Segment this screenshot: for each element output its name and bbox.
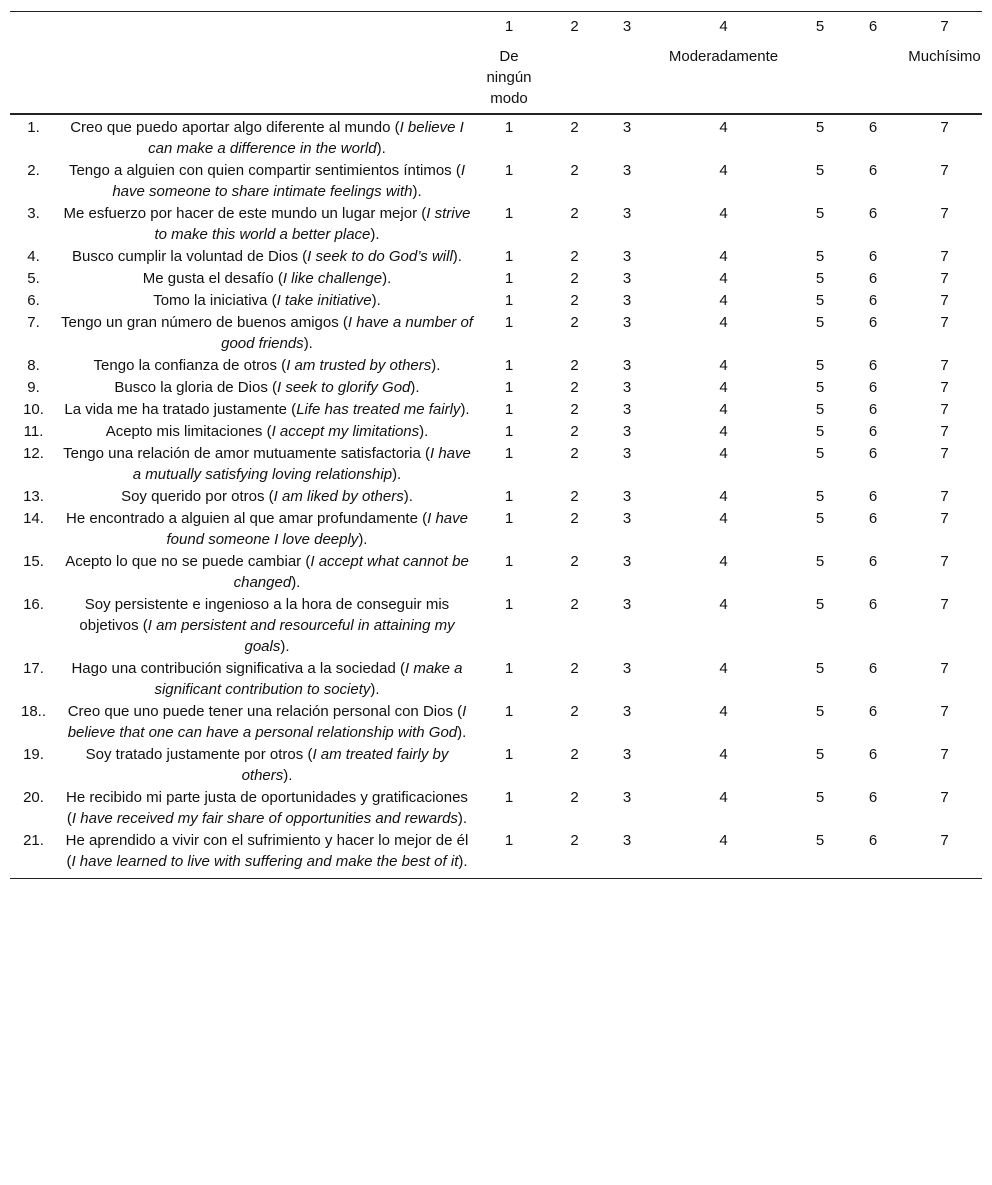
scale-option[interactable]: 5: [815, 445, 825, 462]
scale-option[interactable]: 7: [940, 357, 949, 374]
table-row: [10, 421, 982, 443]
item-text-es: Tengo la confianza de otros: [93, 357, 278, 374]
scale-option[interactable]: 2: [570, 401, 579, 418]
scale-option[interactable]: 6: [868, 248, 878, 265]
item-text-en: I have received my fair share of opportunities and rewards: [71, 810, 458, 827]
table-row: [10, 744, 982, 787]
scale-option[interactable]: 3: [622, 292, 632, 309]
item-text: Tengo una relación de amor mutuamente satisfactoria (I have a mutually satisfying loving relationship).: [63, 445, 471, 483]
item-number: 19.: [23, 746, 44, 763]
scale-option[interactable]: 7: [940, 270, 949, 287]
anchor-mid-label: Moderadamente: [668, 48, 779, 65]
scale-option[interactable]: 4: [719, 789, 728, 806]
table-row: [10, 268, 982, 290]
scale-option[interactable]: 4: [719, 248, 728, 265]
scale-option[interactable]: 4: [719, 270, 728, 287]
item-text-es: Hago una contribución significativa a la sociedad: [71, 660, 396, 677]
table-row: [10, 399, 982, 421]
item-text: Soy querido por otros (I am liked by others).: [121, 488, 413, 505]
scale-option[interactable]: 7: [940, 119, 949, 136]
scale-option[interactable]: 4: [719, 445, 728, 462]
scale-option[interactable]: 2: [570, 746, 579, 763]
scale-option[interactable]: 1: [504, 510, 514, 527]
scale-option[interactable]: 3: [622, 789, 632, 806]
item-text-en: I have someone to share intimate feelings with: [112, 162, 466, 200]
item-text-en: I have a mutually satisfying loving relationship: [132, 445, 471, 483]
scale-option[interactable]: 1: [504, 445, 514, 462]
scale-option[interactable]: 1: [504, 423, 514, 440]
scale-option[interactable]: 6: [868, 270, 878, 287]
scale-option[interactable]: 4: [719, 553, 728, 570]
scale-option[interactable]: 7: [940, 248, 949, 265]
item-number: 16.: [23, 596, 44, 613]
scale-option[interactable]: 5: [815, 401, 825, 418]
scale-option[interactable]: 3: [622, 596, 632, 613]
item-text-es: He recibido mi parte justa de oportunidades y gratificaciones: [66, 789, 468, 806]
scale-option[interactable]: 6: [868, 401, 878, 418]
scale-option[interactable]: 3: [622, 703, 632, 720]
scale-option[interactable]: 7: [940, 205, 949, 222]
item-text-es: Creo que uno puede tener una relación personal con Dios: [67, 703, 453, 720]
table-row: [10, 160, 982, 203]
item-text: Tengo a alguien con quien compartir sentimientos íntimos (I have someone to share intimate feelings with).: [68, 162, 466, 200]
item-text-en: I have a number of good friends: [221, 314, 473, 352]
table-row: [10, 290, 982, 312]
item-number: 8.: [27, 357, 40, 374]
scale-option[interactable]: 6: [868, 357, 878, 374]
scale-option[interactable]: 4: [719, 292, 728, 309]
item-text: He recibido mi parte justa de oportunidades y gratificaciones (I have received my fair share of opportunities and rewards).: [66, 789, 468, 827]
scale-option[interactable]: 5: [815, 703, 825, 720]
item-text: La vida me ha tratado justamente (Life has treated me fairly).: [64, 401, 470, 418]
scale-option[interactable]: 3: [622, 510, 632, 527]
item-text: Tomo la iniciativa (I take initiative).: [153, 292, 381, 309]
anchor-low-label: De ningún modo: [486, 48, 532, 107]
item-text-es: He encontrado a alguien al que amar profundamente: [66, 510, 418, 527]
scale-option[interactable]: 6: [868, 379, 878, 396]
scale-option[interactable]: 7: [940, 553, 949, 570]
scale-option[interactable]: 2: [570, 379, 579, 396]
scale-option[interactable]: 4: [719, 703, 728, 720]
scale-number: 1: [504, 18, 514, 35]
item-text-en: I like challenge: [282, 270, 383, 287]
item-text-en: I am treated fairly by others: [241, 746, 449, 784]
scale-number: 6: [868, 18, 878, 35]
item-number: 9.: [27, 379, 40, 396]
item-text-es: Acepto mis limitaciones: [105, 423, 263, 440]
item-number: 18..: [20, 703, 47, 720]
scale-option[interactable]: 5: [815, 205, 825, 222]
scale-option[interactable]: 4: [719, 357, 728, 374]
scale-option[interactable]: 2: [570, 703, 579, 720]
item-text: Acepto mis limitaciones (I accept my limitations).: [105, 423, 429, 440]
item-text-en: I am persistent and resourceful in attaining my goals: [147, 617, 455, 655]
scale-option[interactable]: 4: [719, 423, 728, 440]
item-text-es: Tomo la iniciativa: [153, 292, 268, 309]
scale-option[interactable]: 7: [940, 423, 949, 440]
scale-option[interactable]: 2: [570, 270, 579, 287]
item-number: 13.: [23, 488, 44, 505]
item-number: 3.: [27, 205, 40, 222]
scale-option[interactable]: 6: [868, 832, 878, 849]
scale-option[interactable]: 1: [504, 746, 514, 763]
scale-option[interactable]: 3: [622, 401, 632, 418]
scale-option[interactable]: 4: [719, 510, 728, 527]
item-text: Creo que uno puede tener una relación personal con Dios (I believe that one can have a personal relationship with God).: [67, 703, 467, 741]
scale-option[interactable]: 4: [719, 746, 728, 763]
scale-option[interactable]: 5: [815, 488, 825, 505]
scale-option[interactable]: 6: [868, 488, 878, 505]
scale-option[interactable]: 2: [570, 248, 579, 265]
item-text: Tengo un gran número de buenos amigos (I have a number of good friends).: [61, 314, 473, 352]
scale-option[interactable]: 3: [622, 660, 632, 677]
item-text: Me esfuerzo por hacer de este mundo un lugar mejor (I strive to make this world a better place).: [63, 205, 471, 243]
scale-option[interactable]: 1: [504, 401, 514, 418]
scale-option[interactable]: 5: [815, 119, 825, 136]
scale-option[interactable]: 7: [940, 703, 949, 720]
item-text-es: Soy querido por otros: [121, 488, 265, 505]
scale-option[interactable]: 7: [940, 488, 949, 505]
scale-option[interactable]: 4: [719, 660, 728, 677]
table-row: [10, 355, 982, 377]
item-number: 20.: [23, 789, 44, 806]
scale-option[interactable]: 1: [504, 789, 514, 806]
scale-option[interactable]: 1: [504, 119, 514, 136]
scale-number-row: [10, 12, 982, 46]
scale-option[interactable]: 6: [868, 205, 878, 222]
item-text-en: I have found someone I love deeply: [166, 510, 468, 548]
scale-option[interactable]: 1: [504, 162, 514, 179]
scale-option[interactable]: 4: [719, 162, 728, 179]
table-row: [10, 508, 982, 551]
table-row: [10, 203, 982, 246]
scale-option[interactable]: 5: [815, 510, 825, 527]
scale-option[interactable]: 7: [940, 660, 949, 677]
scale-option[interactable]: 5: [815, 357, 825, 374]
scale-option[interactable]: 3: [622, 205, 632, 222]
item-text-es: Creo que puedo aportar algo diferente al mundo: [70, 119, 391, 136]
scale-option[interactable]: 1: [504, 553, 514, 570]
scale-option[interactable]: 4: [719, 119, 728, 136]
scale-option[interactable]: 3: [622, 357, 632, 374]
scale-option[interactable]: 6: [868, 596, 878, 613]
scale-option[interactable]: 3: [622, 445, 632, 462]
scale-option[interactable]: 5: [815, 423, 825, 440]
scale-option[interactable]: 1: [504, 832, 514, 849]
scale-option[interactable]: 2: [570, 205, 579, 222]
item-text-en: I believe that one can have a personal relationship with God: [67, 703, 467, 741]
item-number: 1.: [27, 119, 40, 136]
item-text-en: I am liked by others: [273, 488, 404, 505]
scale-option[interactable]: 2: [570, 292, 579, 309]
scale-option[interactable]: 6: [868, 119, 878, 136]
scale-option[interactable]: 3: [622, 270, 632, 287]
scale-option[interactable]: 3: [622, 248, 632, 265]
item-text-en: I strive to make this world a better place: [154, 205, 471, 243]
scale-number: 2: [570, 18, 579, 35]
scale-option[interactable]: 1: [504, 314, 514, 331]
scale-option[interactable]: 2: [570, 510, 579, 527]
scale-option[interactable]: 4: [719, 401, 728, 418]
table-row: [10, 551, 982, 594]
scale-option[interactable]: 5: [815, 314, 825, 331]
item-text-en: I seek to do God’s will: [307, 248, 453, 265]
scale-option[interactable]: 6: [868, 660, 878, 677]
item-number: 2.: [27, 162, 40, 179]
scale-number: 3: [622, 18, 632, 35]
item-text: Soy tratado justamente por otros (I am treated fairly by others).: [85, 746, 449, 784]
item-text-en: I take initiative: [276, 292, 372, 309]
scale-option[interactable]: 7: [940, 789, 949, 806]
scale-option[interactable]: 6: [868, 445, 878, 462]
table-row: [10, 701, 982, 744]
scale-option[interactable]: 7: [940, 832, 949, 849]
scale-number: 5: [815, 18, 825, 35]
table-row: [10, 443, 982, 486]
scale-option[interactable]: 7: [940, 746, 949, 763]
scale-option[interactable]: 1: [504, 379, 514, 396]
item-text: He aprendido a vivir con el sufrimiento y hacer lo mejor de él (I have learned to live with suffering and make the best of it).: [65, 832, 469, 870]
item-text-en: I believe I can make a difference in the world: [148, 119, 464, 157]
scale-option[interactable]: 2: [570, 423, 579, 440]
scale-option[interactable]: 7: [940, 162, 949, 179]
table-row: [10, 114, 982, 160]
scale-option[interactable]: 7: [940, 379, 949, 396]
scale-option[interactable]: 2: [570, 162, 579, 179]
item-text-es: Busco la gloria de Dios: [114, 379, 268, 396]
item-number: 12.: [23, 445, 44, 462]
scale-option[interactable]: 1: [504, 488, 514, 505]
scale-option[interactable]: 1: [504, 357, 514, 374]
scale-option[interactable]: 3: [622, 314, 632, 331]
scale-option[interactable]: 5: [815, 832, 825, 849]
scale-option[interactable]: 6: [868, 553, 878, 570]
scale-option[interactable]: 5: [815, 596, 825, 613]
scale-option[interactable]: 4: [719, 379, 728, 396]
item-text-en: I accept what cannot be changed: [233, 553, 469, 591]
scale-option[interactable]: 6: [868, 292, 878, 309]
item-number: 5.: [27, 270, 40, 287]
item-text: Hago una contribución significativa a la sociedad (I make a significant contribution to society).: [71, 660, 463, 698]
table-row: [10, 246, 982, 268]
item-text-en: I make a significant contribution to society: [154, 660, 463, 698]
item-text: Busco cumplir la voluntad de Dios (I seek to do God’s will).: [72, 248, 462, 265]
scale-option[interactable]: 6: [868, 162, 878, 179]
item-number: 14.: [23, 510, 44, 527]
scale-option[interactable]: 2: [570, 660, 579, 677]
scale-option[interactable]: 2: [570, 119, 579, 136]
scale-option[interactable]: 7: [940, 314, 949, 331]
scale-option[interactable]: 3: [622, 746, 632, 763]
scale-option[interactable]: 7: [940, 401, 949, 418]
item-text-es: Acepto lo que no se puede cambiar: [65, 553, 302, 570]
item-text: Me gusta el desafío (I like challenge).: [142, 270, 392, 287]
item-number: 15.: [23, 553, 44, 570]
scale-option[interactable]: 2: [570, 357, 579, 374]
scale-option[interactable]: 6: [868, 510, 878, 527]
item-number: 11.: [23, 423, 44, 440]
scale-option[interactable]: 4: [719, 488, 728, 505]
item-text-es: Tengo una relación de amor mutuamente satisfactoria: [63, 445, 421, 462]
item-text-es: He aprendido a vivir con el sufrimiento y hacer lo mejor de él: [65, 832, 469, 849]
item-number: 10.: [23, 401, 44, 418]
scale-option[interactable]: 3: [622, 162, 632, 179]
item-text-es: Me gusta el desafío: [142, 270, 274, 287]
item-text-es: Tengo un gran número de buenos amigos: [61, 314, 339, 331]
scale-option[interactable]: 3: [622, 423, 632, 440]
item-text: Creo que puedo aportar algo diferente al mundo (I believe I can make a difference in the world).: [70, 119, 464, 157]
item-text-es: Soy tratado justamente por otros: [85, 746, 304, 763]
item-text-en: I have learned to live with suffering and make the best of it: [71, 853, 459, 870]
scale-option[interactable]: 3: [622, 119, 632, 136]
scale-option[interactable]: 2: [570, 789, 579, 806]
item-text: Acepto lo que no se puede cambiar (I accept what cannot be changed).: [65, 553, 469, 591]
item-number: 6.: [27, 292, 40, 309]
scale-option[interactable]: 5: [815, 292, 825, 309]
item-text-es: Tengo a alguien con quien compartir sentimientos íntimos: [68, 162, 452, 179]
scale-anchor-row: [10, 45, 982, 114]
scale-option[interactable]: 5: [815, 248, 825, 265]
scale-option[interactable]: 5: [815, 379, 825, 396]
scale-option[interactable]: 6: [868, 423, 878, 440]
item-text: Soy persistente e ingenioso a la hora de conseguir mis objetivos (I am persistent and resourceful in attaining my goals).: [79, 596, 455, 655]
scale-option[interactable]: 6: [868, 703, 878, 720]
anchor-high-label: Muchísimo: [908, 48, 981, 65]
scale-option[interactable]: 1: [504, 270, 514, 287]
item-text: He encontrado a alguien al que amar profundamente (I have found someone I love deeply).: [66, 510, 468, 548]
item-text-es: Me esfuerzo por hacer de este mundo un lugar mejor: [63, 205, 418, 222]
item-text-es: La vida me ha tratado justamente: [64, 401, 288, 418]
items-body: [10, 114, 982, 879]
scale-number: 4: [719, 18, 728, 35]
scale-option[interactable]: 2: [570, 488, 579, 505]
scale-option[interactable]: 2: [570, 314, 579, 331]
item-number: 21.: [23, 832, 44, 849]
table-row: [10, 658, 982, 701]
scale-option[interactable]: 7: [940, 510, 949, 527]
table-row: [10, 787, 982, 830]
item-text: Tengo la confianza de otros (I am trusted by others).: [93, 357, 441, 374]
scale-option[interactable]: 2: [570, 553, 579, 570]
scale-option[interactable]: 4: [719, 205, 728, 222]
scale-option[interactable]: 1: [504, 660, 514, 677]
scale-option[interactable]: 5: [815, 270, 825, 287]
scale-option[interactable]: 1: [504, 248, 514, 265]
scale-option[interactable]: 1: [504, 596, 514, 613]
item-text-es: Busco cumplir la voluntad de Dios: [72, 248, 298, 265]
item-text-es: Soy persistente e ingenioso a la hora de conseguir mis objetivos: [79, 596, 450, 634]
scale-option[interactable]: 4: [719, 314, 728, 331]
item-number: 17.: [23, 660, 44, 677]
scale-option[interactable]: 7: [940, 445, 949, 462]
scale-option[interactable]: 6: [868, 746, 878, 763]
scale-option[interactable]: 6: [868, 314, 878, 331]
table-row: [10, 377, 982, 399]
scale-option[interactable]: 5: [815, 162, 825, 179]
scale-option[interactable]: 2: [570, 596, 579, 613]
scale-option[interactable]: 7: [940, 292, 949, 309]
item-text-en: I accept my limitations: [271, 423, 420, 440]
scale-option[interactable]: 2: [570, 832, 579, 849]
item-number: 7.: [27, 314, 40, 331]
item-text-en: I am trusted by others: [286, 357, 432, 374]
scale-table: [10, 11, 982, 879]
scale-option[interactable]: 6: [868, 789, 878, 806]
scale-option[interactable]: 3: [622, 553, 632, 570]
item-text-en: I seek to glorify God: [277, 379, 411, 396]
scale-option[interactable]: 3: [622, 488, 632, 505]
scale-option[interactable]: 3: [622, 379, 632, 396]
scale-option[interactable]: 1: [504, 205, 514, 222]
scale-option[interactable]: 4: [719, 832, 728, 849]
scale-option[interactable]: 5: [815, 553, 825, 570]
scale-number: 7: [940, 18, 949, 35]
scale-option[interactable]: 1: [504, 703, 514, 720]
scale-option[interactable]: 4: [719, 596, 728, 613]
scale-option[interactable]: 2: [570, 445, 579, 462]
item-text: Busco la gloria de Dios (I seek to glorify God).: [114, 379, 420, 396]
scale-option[interactable]: 5: [815, 746, 825, 763]
item-number: 4.: [27, 248, 40, 265]
table-row: [10, 830, 982, 879]
table-row: [10, 312, 982, 355]
table-row: [10, 486, 982, 508]
scale-option[interactable]: 3: [622, 832, 632, 849]
scale-option[interactable]: 5: [815, 660, 825, 677]
scale-option[interactable]: 7: [940, 596, 949, 613]
scale-option[interactable]: 1: [504, 292, 514, 309]
item-text-en: Life has treated me fairly: [296, 401, 461, 418]
table-row: [10, 594, 982, 658]
scale-option[interactable]: 5: [815, 789, 825, 806]
